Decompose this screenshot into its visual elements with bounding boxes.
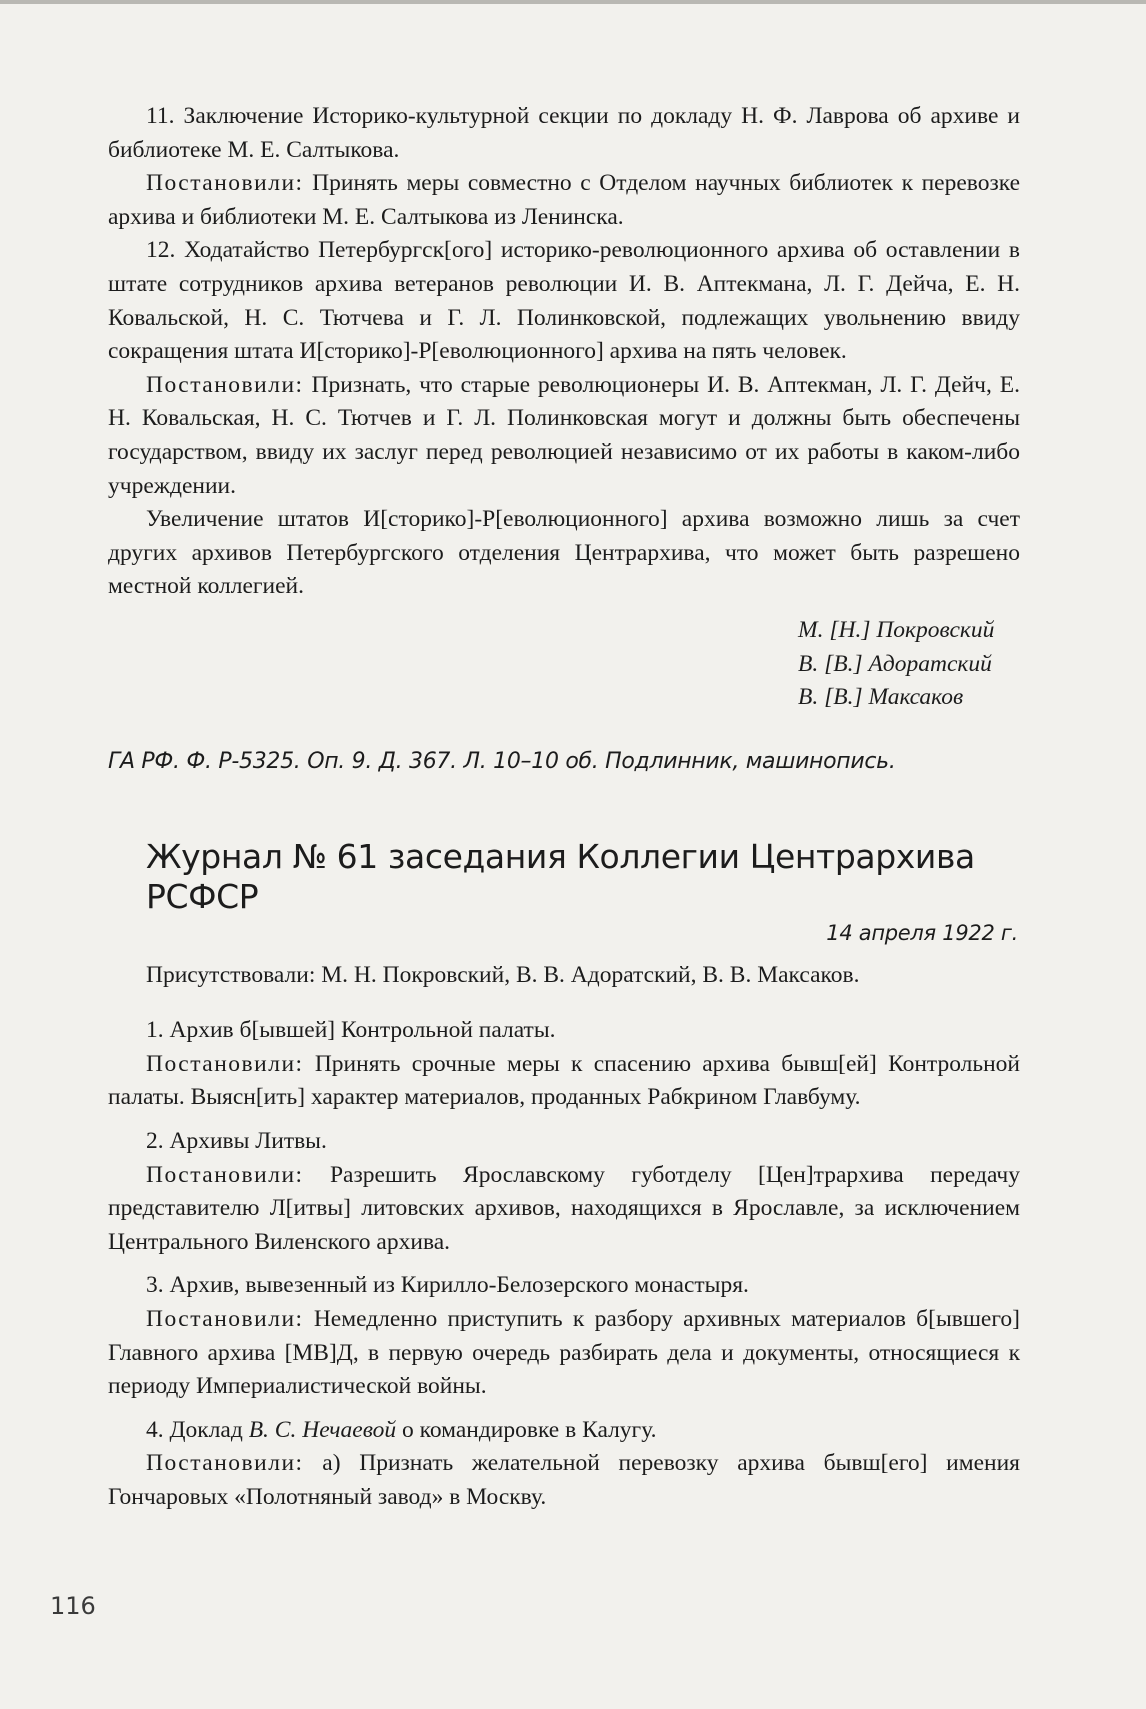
item-text: 12. Ходатайство Петербургск[ого] историко-революционного архива об оставлении в штате сотрудников архива ветеранов революции И. В. Аптекмана, Л. Г. Дейча, Е. Н. Ковальской, Н. С. Тютчева и Г. Л. Полинковской, подлежащих увольнению ввиду сокращения штата И[сторико]-Р[еволюционного] архива на пять человек. (108, 237, 1020, 365)
item-text-prefix: 4. Доклад (146, 1416, 249, 1443)
resolution-label: Постановили: (146, 1050, 304, 1077)
item-4 (108, 1414, 1020, 1515)
section-heading: Журнал № 61 заседания Коллегии Центрархива РСФСР (146, 836, 975, 916)
item-text: 11. Заключение Историко-культурной секции по докладу Н. Ф. Лаврова об архиве и библиотеке М. Е. Салтыкова. (108, 103, 1020, 163)
resolution (108, 1447, 1020, 1514)
signature-maksakov: В. [В.] Максаков (798, 684, 964, 711)
resolution-text: а) Признать желательной перевозку архива бывш[его] имения Гончаровых «Полотняный завод» в Москву. (108, 1450, 1020, 1510)
attendees: Присутствовали: М. Н. Покровский, В. В. Адоратский, В. В. Максаков. (146, 961, 860, 988)
meeting-date: 14 апреля 1922 г. (826, 920, 1018, 945)
resolution-label: Постановили: (146, 170, 304, 197)
item-3 (108, 1269, 1020, 1403)
resolution-text: Немедленно приступить к разбору архивных материалов б[ывшего] Главного архива [МВ]Д, в первую очередь разбирать дела и документы, относящиеся к периоду Империалистической войны. (108, 1306, 1020, 1400)
resolution (108, 369, 1020, 503)
item-11 (108, 100, 1020, 234)
resolution-label: Постановили: (146, 371, 304, 398)
signatures (798, 614, 1020, 715)
signature-pokrovsky: М. [Н.] Покровский (798, 616, 995, 643)
item-text-suffix: о командировке в Калугу. (396, 1416, 657, 1443)
resolution-text: Признать, что старые революционеры И. В. Аптекман, Л. Г. Дейч, Е. Н. Ковальская, Н. С. Тютчев и Г. Л. Полинковская могут и должны быть обеспечены государством, ввиду их заслуг перед революцией независимо от их работы в каком-либо учреждении. (108, 371, 1020, 499)
item-1 (108, 1014, 1020, 1115)
item-text: 3. Архив, вывезенный из Кирилло-Белозерского монастыря. (146, 1272, 749, 1299)
resolution-label: Постановили: (146, 1450, 304, 1477)
resolution (108, 167, 1020, 234)
resolution-text: Принять срочные меры к спасению архива бывш[ей] Контрольной палаты. Выясн[ить] характер материалов, проданных Рабкрином Главбуму. (108, 1050, 1021, 1111)
resolution-label: Постановили: (146, 1161, 304, 1188)
item-2 (108, 1125, 1020, 1259)
resolution-text: Принять меры совместно с Отделом научных библиотек к перевозке архива и библиотеки М. Е. Салтыкова из Ленинска. (108, 170, 1021, 230)
reporter-name: В. С. Нечаевой (248, 1416, 397, 1443)
resolution (108, 1303, 1020, 1404)
resolution-label: Постановили: (146, 1306, 304, 1333)
page-number: 116 (50, 1592, 96, 1620)
resolution-extra: Увеличение штатов И[сторико]-Р[еволюционного] архива возможно лишь за счет других архивов Петербургского отделения Центрархива, что может быть разрешено местной коллегией. (108, 506, 1020, 600)
resolution-text: Разрешить Ярославскому губотделу [Цен]трархива передачу представителю Л[итвы] литовских архивов, находящихся в Ярославле, за исключением Центрального Виленского архива. (108, 1161, 1021, 1255)
item-text: 1. Архив б[ывшей] Контрольной палаты. (146, 1017, 556, 1044)
archival-source: ГА РФ. Ф. Р-5325. Оп. 9. Д. 367. Л. 10–10 об. Подлинник, машинопись. (108, 748, 896, 774)
item-12 (108, 234, 1020, 604)
item-text (108, 1414, 1020, 1448)
resolution (108, 1048, 1020, 1115)
resolution (108, 1159, 1020, 1260)
page-body (108, 100, 1020, 1515)
top-rule (0, 0, 1146, 4)
signature-adoratsky: В. [В.] Адоратский (798, 650, 992, 677)
item-text: 2. Архивы Литвы. (146, 1128, 327, 1155)
